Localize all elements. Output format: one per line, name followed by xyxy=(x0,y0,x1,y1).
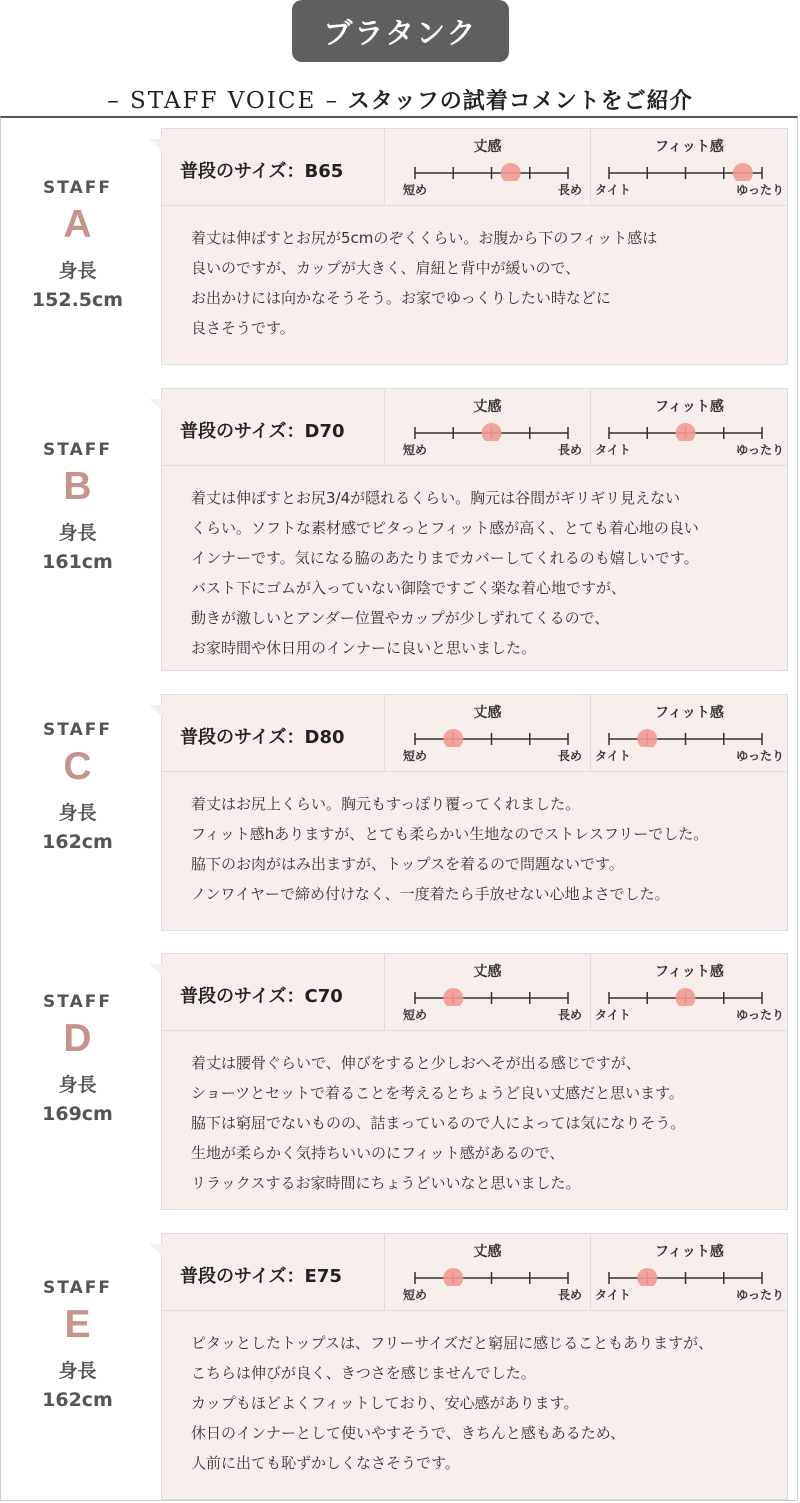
length-meter xyxy=(384,389,590,465)
staff-comment-card xyxy=(161,1233,788,1500)
usual-size: 普段のサイズ：D70 xyxy=(180,421,345,442)
card-header xyxy=(162,954,787,1031)
fit-meter-title: フィット感 xyxy=(655,705,724,721)
length-max-label: 長め xyxy=(557,183,582,197)
length-max-label: 長め xyxy=(557,749,582,763)
staff-letter: C xyxy=(63,745,92,788)
comment-line: カップもほどよくフィットしており、安心感があります。 xyxy=(191,1394,579,1412)
fit-meter-title: フィット感 xyxy=(655,399,724,415)
card-pointer xyxy=(149,1244,163,1256)
card-header xyxy=(162,1234,787,1311)
fit-meter-scale xyxy=(591,978,788,1006)
staff-label-c xyxy=(0,720,155,858)
staff-letter: A xyxy=(63,203,92,246)
length-min-label: 短め xyxy=(403,1008,428,1022)
staff-comment xyxy=(191,1048,776,1198)
staff-word: STAFF xyxy=(43,720,112,740)
usual-size: 普段のサイズ：B65 xyxy=(180,161,344,182)
staff-word: STAFF xyxy=(43,440,112,460)
staff-letter: B xyxy=(63,465,92,508)
comment-line: 良いのですが、カップが大きく、肩紐と背中が緩いので、 xyxy=(191,259,581,277)
staff-comment-card xyxy=(161,694,788,931)
fit-max-label: ゆったり xyxy=(736,1288,784,1302)
height-label: 身長 xyxy=(58,1074,97,1096)
height-value: 152.5cm xyxy=(31,289,124,311)
length-meter xyxy=(384,954,590,1030)
staff-comment xyxy=(191,789,776,909)
length-meter-title: 丈感 xyxy=(473,1244,502,1260)
staff-comment-card xyxy=(161,128,788,365)
comment-line: リラックスするお家時間にちょうどいいなと思いました。 xyxy=(191,1174,581,1192)
fit-min-label: タイト xyxy=(595,1008,631,1022)
length-meter-marker xyxy=(443,988,463,1006)
comment-line: 脇下のお肉がはみ出ますが、トップスを着るので問題ないです。 xyxy=(191,855,624,873)
length-meter-scale xyxy=(385,153,590,181)
length-meter-marker xyxy=(443,1268,463,1286)
fit-min-label: タイト xyxy=(595,749,631,763)
usual-size: 普段のサイズ：D80 xyxy=(180,727,345,748)
comment-line: 脇下は窮屈でないものの、詰まっているので人によっては気になりそう。 xyxy=(191,1114,686,1132)
staff-label-a xyxy=(0,178,155,316)
card-pointer xyxy=(149,139,163,151)
staff-comment xyxy=(191,223,776,343)
comment-line: ノンワイヤーで締め付けなく、一度着たら手放せない心地よさでした。 xyxy=(191,885,670,903)
length-meter-marker xyxy=(482,423,502,441)
fit-max-label: ゆったり xyxy=(736,1008,784,1022)
fit-meter xyxy=(590,1234,788,1310)
fit-meter xyxy=(590,389,788,465)
comment-line: 動きが激しいとアンダー位置やカップが少しずれてくるので、 xyxy=(191,609,610,627)
height-value: 169cm xyxy=(42,1103,113,1125)
fit-meter-scale xyxy=(591,413,788,441)
fit-min-label: タイト xyxy=(595,1288,631,1302)
height-value: 161cm xyxy=(42,551,113,573)
comment-line: くらい。ソフトな素材感でピタっとフィット感が高く、とても着心地の良い xyxy=(191,519,699,537)
staff-letter: D xyxy=(63,1017,92,1060)
length-meter xyxy=(384,129,590,205)
comment-line: 生地が柔らかく気持ちいいのにフィット感があるので、 xyxy=(191,1144,565,1162)
card-header xyxy=(162,389,787,466)
length-min-label: 短め xyxy=(403,749,428,763)
length-meter-scale xyxy=(385,413,590,441)
height-value: 162cm xyxy=(42,831,113,853)
comment-line: 着丈はお尻上くらい。胸元もすっぽり覆ってくれました。 xyxy=(191,795,581,813)
length-min-label: 短め xyxy=(403,183,428,197)
height-label: 身長 xyxy=(58,802,97,824)
comment-line: こちらは伸びが良く、きつさを感じませんでした。 xyxy=(191,1364,536,1382)
fit-meter-marker xyxy=(676,423,696,441)
staff-comment xyxy=(191,483,776,663)
staff-comment xyxy=(191,1328,776,1478)
length-meter-scale xyxy=(385,719,590,747)
comment-line: バスト下にゴムが入っていない御陰ですごく楽な着心地ですが、 xyxy=(191,579,627,597)
length-meter xyxy=(384,1234,590,1310)
length-min-label: 短め xyxy=(403,1288,428,1302)
fit-meter-title: フィット感 xyxy=(655,1244,724,1260)
comment-line: 着丈は腰骨ぐらいで、伸びをすると少しおへそが出る感じですが、 xyxy=(191,1054,641,1072)
comment-line: ピタッとしたトップスは、フリーサイズだと窮屈に感じることもありますが、 xyxy=(191,1334,714,1352)
fit-meter xyxy=(590,129,788,205)
usual-size: 普段のサイズ：E75 xyxy=(180,1266,342,1287)
staff-word: STAFF xyxy=(43,178,112,198)
staff-letter: E xyxy=(64,1303,91,1346)
height-label: 身長 xyxy=(58,522,97,544)
fit-meter-scale xyxy=(591,153,788,181)
section-subtitle xyxy=(0,84,800,115)
card-pointer xyxy=(149,399,163,411)
comment-line: ショーツとセットで着ることを考えるとちょうど良い丈感だと思います。 xyxy=(191,1084,684,1102)
comment-line: 良さそうです。 xyxy=(191,319,295,337)
subtitle-english: – STAFF VOICE – xyxy=(107,88,340,114)
comment-line: お出かけには向かなそうそう。お家でゆっくりしたい時などに xyxy=(191,289,611,307)
length-meter-title: 丈感 xyxy=(473,139,502,155)
fit-meter-marker xyxy=(637,1268,657,1286)
fit-meter-marker xyxy=(733,163,753,181)
staff-comment-card xyxy=(161,953,788,1210)
fit-meter-marker xyxy=(637,729,657,747)
usual-size: 普段のサイズ：C70 xyxy=(180,986,343,1007)
comment-line: 人前に出ても恥ずかしくなさそうです。 xyxy=(191,1454,460,1472)
fit-meter-scale xyxy=(591,1258,788,1286)
length-meter-scale xyxy=(385,1258,590,1286)
fit-meter-title: フィット感 xyxy=(655,139,724,155)
staff-word: STAFF xyxy=(43,992,112,1012)
card-pointer xyxy=(149,964,163,976)
comment-line: お家時間や休日用のインナーに良いと思いました。 xyxy=(191,639,537,657)
height-label: 身長 xyxy=(58,260,97,282)
length-max-label: 長め xyxy=(557,443,582,457)
fit-meter-title: フィット感 xyxy=(655,964,724,980)
height-label: 身長 xyxy=(58,1360,97,1382)
comment-line: フィット感hありますが、とても柔らかい生地なのでストレスフリーでした。 xyxy=(191,825,709,843)
length-max-label: 長め xyxy=(557,1008,582,1022)
length-max-label: 長め xyxy=(557,1288,582,1302)
fit-meter-marker xyxy=(676,988,696,1006)
fit-min-label: タイト xyxy=(595,183,631,197)
comment-line: 休日のインナーとして使いやすそうで、きちんと感もあるため、 xyxy=(191,1424,626,1442)
length-min-label: 短め xyxy=(403,443,428,457)
staff-label-e xyxy=(0,1278,155,1416)
comment-line: インナーです。気になる脇のあたりまでカバーしてくれるのも嬉しいです。 xyxy=(191,549,699,567)
card-header xyxy=(162,129,787,206)
staff-word: STAFF xyxy=(43,1278,112,1298)
comment-line: 着丈は伸ばすとお尻3/4が隠れるくらい。胸元は谷間がギリギリ見えない xyxy=(191,489,681,507)
staff-comment-card xyxy=(161,388,788,671)
card-header xyxy=(162,695,787,772)
subtitle-japanese: スタッフの試着コメントをご紹介 xyxy=(339,89,693,114)
staff-label-d xyxy=(0,992,155,1130)
card-pointer xyxy=(149,705,163,717)
fit-max-label: ゆったり xyxy=(736,183,784,197)
page-title-badge xyxy=(292,0,509,62)
page-title: ブラタンク xyxy=(323,15,478,50)
height-value: 162cm xyxy=(42,1389,113,1411)
length-meter-title: 丈感 xyxy=(473,964,502,980)
fit-max-label: ゆったり xyxy=(736,749,784,763)
length-meter-marker xyxy=(443,729,463,747)
length-meter-title: 丈感 xyxy=(473,705,502,721)
fit-min-label: タイト xyxy=(595,443,631,457)
fit-meter xyxy=(590,954,788,1030)
fit-meter-scale xyxy=(591,719,788,747)
length-meter-title: 丈感 xyxy=(473,399,502,415)
length-meter xyxy=(384,695,590,771)
length-meter-marker xyxy=(501,163,521,181)
fit-max-label: ゆったり xyxy=(736,443,784,457)
fit-meter xyxy=(590,695,788,771)
comment-line: 着丈は伸ばすとお尻が5cmのぞくくらい。お腹から下のフィット感は xyxy=(191,229,658,247)
staff-label-b xyxy=(0,440,155,578)
length-meter-scale xyxy=(385,978,590,1006)
